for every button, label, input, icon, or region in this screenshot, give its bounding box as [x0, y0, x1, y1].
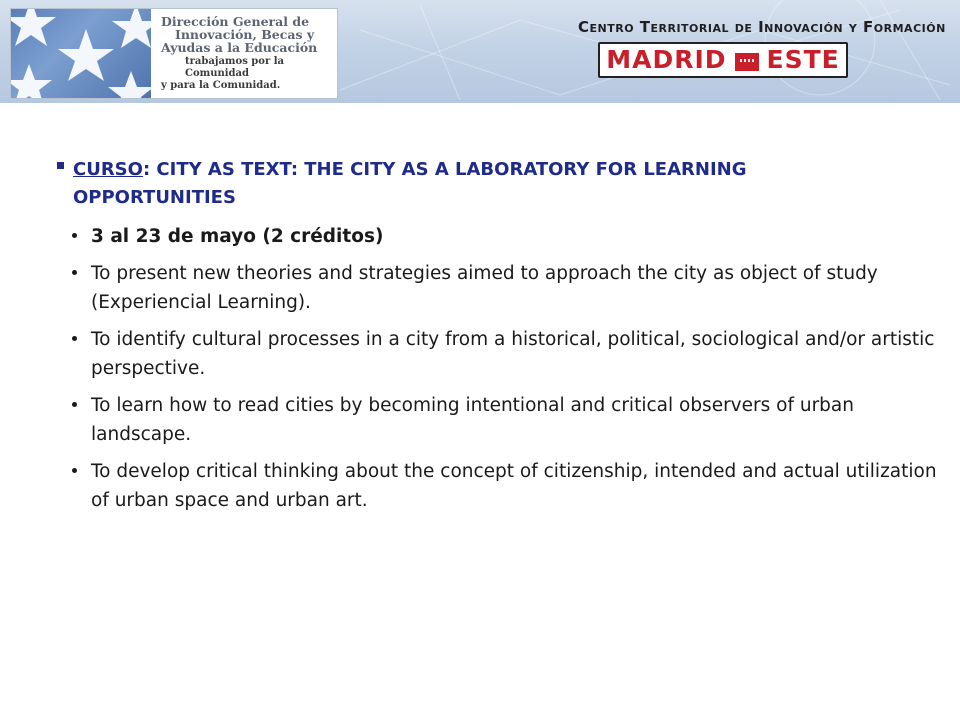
logo-line-1: Dirección General de: [161, 14, 310, 29]
course-label: CURSO: [73, 159, 143, 180]
bullet-icon: [72, 402, 77, 407]
square-bullet-icon: [57, 162, 64, 169]
madrid-este-logo: [598, 42, 848, 78]
list-item-text: To identify cultural processes in a city from a historical, political, sociological and/or artistic perspective.: [91, 329, 935, 379]
course-title: [55, 156, 855, 212]
bullet-icon: [72, 468, 77, 473]
list-item: [72, 391, 952, 449]
list-item-dates: [72, 222, 952, 251]
course-name: CITY AS TEXT: THE CITY AS A LABORATORY FOR LEARNING OPPORTUNITIES: [73, 159, 747, 208]
direccion-general-logo: [10, 8, 338, 99]
list-item-text: To learn how to read cities by becoming intentional and critical observers of urban landscape.: [91, 395, 854, 445]
logo-tagline-1: trabajamos por la Comunidad: [185, 56, 284, 79]
logo-line-3: Ayudas a la Educación: [161, 40, 318, 55]
list-item-text: To present new theories and strategies aimed to approach the city as object of study (Experiencial Learning).: [91, 263, 878, 313]
list-item-text: To develop critical thinking about the concept of citizenship, intended and actual utilization of urban space and urban art.: [91, 461, 937, 511]
ctif-title: Centro Territorial de Innovación y Formación: [578, 18, 946, 36]
bullet-icon: [72, 336, 77, 341]
madrid-word: MADRID: [606, 45, 727, 74]
list-item: [72, 325, 952, 383]
logo-tagline-2: y para la Comunidad.: [161, 80, 281, 91]
bullet-icon: [72, 233, 77, 238]
list-item-text: 3 al 23 de mayo (2 créditos): [91, 226, 384, 247]
este-word: ESTE: [766, 45, 840, 74]
header-banner: [0, 0, 960, 103]
course-separator: :: [142, 159, 157, 180]
madrid-flag-icon: [735, 53, 759, 71]
list-item: [72, 259, 952, 317]
objectives-list: [72, 222, 952, 523]
list-item: [72, 457, 952, 515]
logo-line-2: Innovación, Becas y: [175, 27, 315, 42]
star-pattern-icon: [11, 9, 151, 98]
bullet-icon: [72, 270, 77, 275]
